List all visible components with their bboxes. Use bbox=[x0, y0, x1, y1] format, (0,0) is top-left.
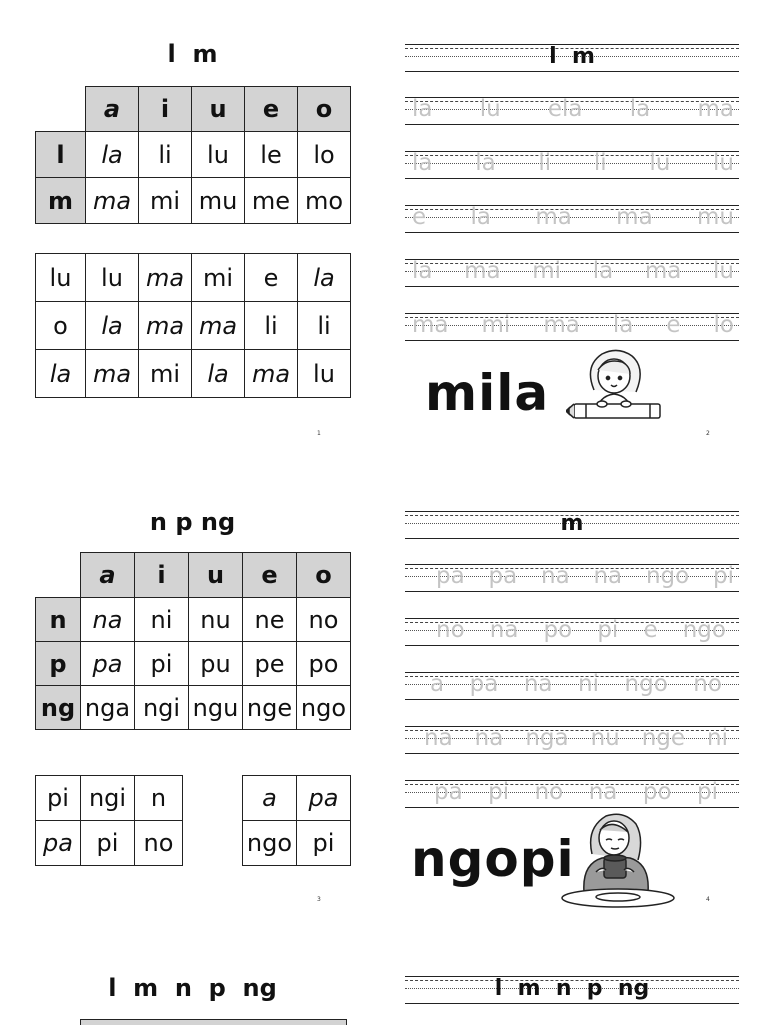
trace-line bbox=[412, 312, 734, 338]
syllable-cell: li bbox=[139, 132, 192, 178]
practice-cell: lu bbox=[86, 254, 139, 302]
trace-word: la bbox=[475, 150, 496, 176]
vowel-header: e bbox=[243, 553, 297, 598]
syllable-cell: mu bbox=[192, 178, 245, 224]
syllable-table bbox=[35, 86, 351, 224]
practice-cell: n bbox=[135, 776, 183, 821]
trace-word: pa bbox=[488, 563, 518, 589]
practice-cell: o bbox=[36, 302, 86, 350]
practice-cell: pa bbox=[297, 776, 351, 821]
page-title: n p ng bbox=[149, 508, 236, 536]
trace-line bbox=[436, 617, 726, 643]
syllable-cell: nge bbox=[243, 686, 297, 730]
syllable-cell: le bbox=[245, 132, 298, 178]
trace-word: ma bbox=[543, 312, 580, 338]
trace-word: na bbox=[593, 563, 623, 589]
trace-word: na bbox=[588, 779, 618, 805]
consonant-header: m bbox=[36, 178, 86, 224]
practice-cell: lu bbox=[298, 350, 351, 398]
practice-cell: ma bbox=[192, 302, 245, 350]
trace-word: ma bbox=[616, 204, 653, 230]
trace-word: e bbox=[412, 204, 427, 230]
page-title: l m n p ng bbox=[108, 974, 277, 1002]
practice-cell: li bbox=[298, 302, 351, 350]
practice-cell: lu bbox=[36, 254, 86, 302]
trace-word: li bbox=[593, 150, 607, 176]
trace-line bbox=[412, 96, 734, 122]
page-title: l m n p ng bbox=[494, 976, 650, 1001]
trace-word: li bbox=[538, 150, 552, 176]
practice-table bbox=[242, 775, 351, 866]
trace-word: e bbox=[666, 312, 681, 338]
practice-cell: la bbox=[298, 254, 351, 302]
woman-drinking-coffee-illustration bbox=[558, 808, 676, 908]
page-title: l m bbox=[549, 44, 595, 69]
practice-table bbox=[35, 253, 351, 398]
trace-word: na bbox=[541, 563, 570, 589]
syllable-cell: ne bbox=[243, 598, 297, 642]
trace-word: ma bbox=[464, 258, 501, 284]
table-corner bbox=[36, 87, 86, 132]
trace-word: a bbox=[430, 671, 445, 697]
syllable-cell: na bbox=[81, 598, 135, 642]
syllable-cell: ngo bbox=[297, 686, 351, 730]
page-number: 3 bbox=[317, 896, 321, 903]
syllable-cell: po bbox=[297, 642, 351, 686]
consonant-header: n bbox=[36, 598, 81, 642]
practice-cell: ma bbox=[139, 302, 192, 350]
practice-cell: ma bbox=[139, 254, 192, 302]
trace-word: pa bbox=[434, 779, 463, 805]
syllable-cell: la bbox=[86, 132, 139, 178]
trace-word: e bbox=[643, 617, 658, 643]
vowel-header: e bbox=[245, 87, 298, 132]
syllable-cell: nu bbox=[189, 598, 243, 642]
trace-word: ngo bbox=[624, 671, 668, 697]
vowel-header: o bbox=[297, 553, 351, 598]
trace-word: mu bbox=[697, 204, 734, 230]
trace-word: la bbox=[592, 258, 614, 284]
trace-word: mi bbox=[481, 312, 511, 338]
trace-word: ma bbox=[644, 258, 682, 284]
trace-word: pi bbox=[597, 617, 619, 643]
trace-word: lu bbox=[479, 96, 501, 122]
practice-cell: no bbox=[135, 821, 183, 866]
trace-line bbox=[412, 150, 734, 176]
trace-word: la bbox=[412, 96, 433, 122]
vowel-header: u bbox=[189, 553, 243, 598]
vowel-header: o bbox=[298, 87, 351, 132]
syllable-cell: pi bbox=[135, 642, 189, 686]
syllable-cell: mi bbox=[139, 178, 192, 224]
trace-word: la bbox=[470, 204, 491, 230]
trace-word: ma bbox=[412, 312, 449, 338]
trace-word: la bbox=[629, 96, 651, 122]
syllable-cell: pe bbox=[243, 642, 297, 686]
trace-word: ma bbox=[697, 96, 734, 122]
trace-word: no bbox=[693, 671, 722, 697]
page-number: 4 bbox=[706, 896, 710, 903]
trace-word: pa bbox=[436, 563, 465, 589]
page-number: 1 bbox=[317, 430, 321, 437]
trace-word: nu bbox=[590, 725, 620, 751]
practice-cell: ma bbox=[86, 350, 139, 398]
vowel-header: i bbox=[139, 87, 192, 132]
practice-cell: la bbox=[36, 350, 86, 398]
practice-cell: pi bbox=[81, 821, 135, 866]
trace-word: no bbox=[534, 779, 564, 805]
page-title: m bbox=[560, 511, 584, 536]
syllable-cell: me bbox=[245, 178, 298, 224]
trace-line bbox=[434, 779, 718, 805]
trace-word: pi bbox=[488, 779, 510, 805]
practice-cell: li bbox=[245, 302, 298, 350]
trace-word: nge bbox=[641, 725, 686, 751]
vowel-header: a bbox=[86, 87, 139, 132]
consonant-header: ng bbox=[36, 686, 81, 730]
featured-word: mila bbox=[425, 364, 550, 422]
trace-line bbox=[436, 563, 734, 589]
syllable-cell: ngi bbox=[135, 686, 189, 730]
trace-word: pi bbox=[712, 563, 734, 589]
trace-line bbox=[424, 725, 728, 751]
trace-line bbox=[412, 204, 734, 230]
syllable-cell: pu bbox=[189, 642, 243, 686]
trace-word: na bbox=[474, 725, 504, 751]
trace-word: ni bbox=[578, 671, 599, 697]
trace-word: nga bbox=[525, 725, 569, 751]
syllable-cell: lo bbox=[298, 132, 351, 178]
trace-word: lu bbox=[649, 150, 671, 176]
vowel-header: a bbox=[81, 553, 135, 598]
practice-cell: ngi bbox=[81, 776, 135, 821]
trace-word: pi bbox=[696, 779, 718, 805]
practice-cell: ngo bbox=[243, 821, 297, 866]
consonant-header: l bbox=[36, 132, 86, 178]
practice-table bbox=[35, 775, 183, 866]
syllable-cell: no bbox=[297, 598, 351, 642]
trace-word: ni bbox=[707, 725, 728, 751]
trace-line bbox=[430, 671, 722, 697]
vowel-header: u bbox=[192, 87, 245, 132]
syllable-cell: mo bbox=[298, 178, 351, 224]
practice-cell: mi bbox=[139, 350, 192, 398]
trace-word: na bbox=[424, 725, 453, 751]
syllable-cell: pa bbox=[81, 642, 135, 686]
trace-word: ma bbox=[535, 204, 572, 230]
vowel-header: i bbox=[135, 553, 189, 598]
page-title: l m bbox=[167, 40, 218, 68]
practice-cell: mi bbox=[192, 254, 245, 302]
syllable-cell: ni bbox=[135, 598, 189, 642]
practice-cell: pa bbox=[36, 821, 81, 866]
syllable-cell: lu bbox=[192, 132, 245, 178]
trace-word: ngo bbox=[682, 617, 726, 643]
trace-word: na bbox=[489, 617, 519, 643]
trace-word: lu bbox=[713, 150, 734, 176]
trace-word: lo bbox=[713, 312, 734, 338]
featured-word: ngopi bbox=[411, 830, 575, 888]
trace-word: la bbox=[612, 312, 634, 338]
practice-cell: pi bbox=[36, 776, 81, 821]
trace-word: ela bbox=[547, 96, 583, 122]
trace-word: po bbox=[642, 779, 672, 805]
syllable-cell: nga bbox=[81, 686, 135, 730]
trace-line bbox=[412, 258, 734, 284]
syllable-table bbox=[35, 552, 351, 730]
practice-cell: la bbox=[192, 350, 245, 398]
trace-word: no bbox=[436, 617, 465, 643]
trace-word: lu bbox=[712, 258, 734, 284]
practice-cell: e bbox=[245, 254, 298, 302]
page-number: 2 bbox=[706, 430, 710, 437]
table-header-strip bbox=[80, 1019, 347, 1025]
consonant-header: p bbox=[36, 642, 81, 686]
trace-word: pa bbox=[469, 671, 499, 697]
practice-cell: ma bbox=[245, 350, 298, 398]
trace-word: la bbox=[412, 150, 433, 176]
girl-with-pencil-illustration bbox=[566, 344, 666, 428]
trace-word: la bbox=[412, 258, 433, 284]
trace-word: mi bbox=[532, 258, 562, 284]
practice-cell: pi bbox=[297, 821, 351, 866]
trace-word: na bbox=[523, 671, 553, 697]
practice-cell: a bbox=[243, 776, 297, 821]
syllable-cell: ngu bbox=[189, 686, 243, 730]
trace-word: po bbox=[543, 617, 573, 643]
syllable-cell: ma bbox=[86, 178, 139, 224]
practice-cell: la bbox=[86, 302, 139, 350]
trace-word: ngo bbox=[645, 563, 690, 589]
table-corner bbox=[36, 553, 81, 598]
